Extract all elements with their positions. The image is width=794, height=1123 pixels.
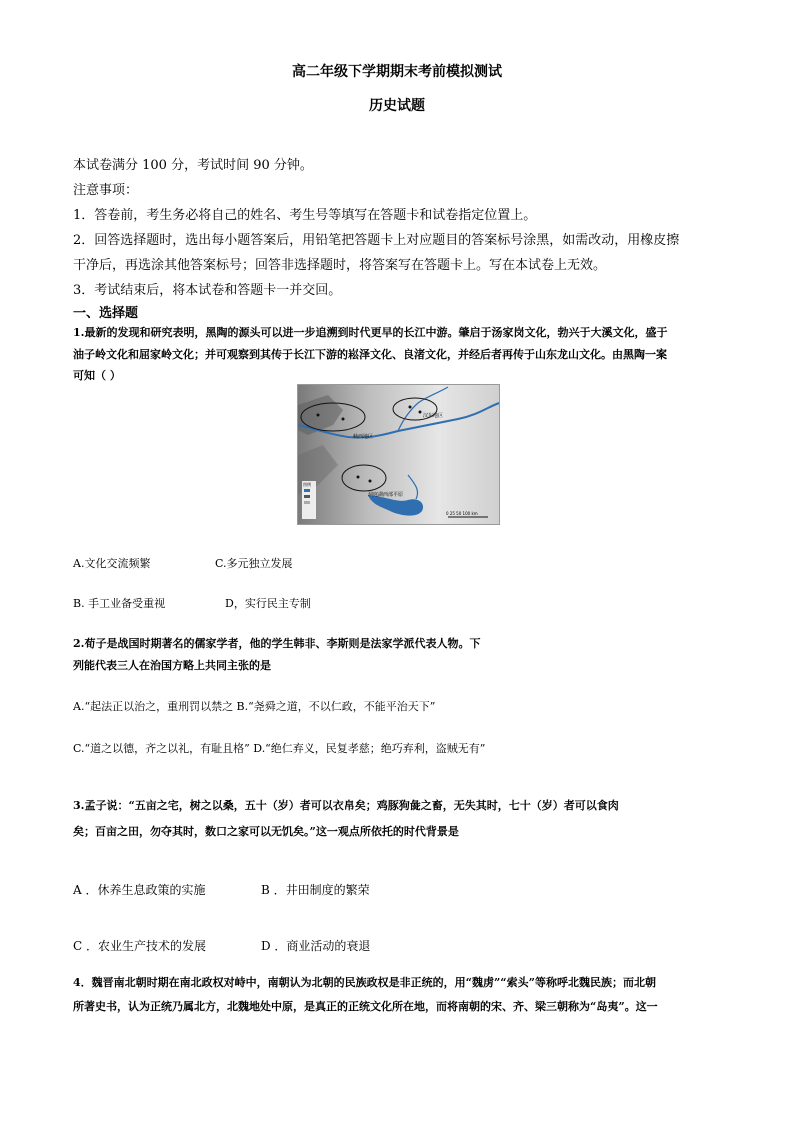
option-c[interactable]: C.多元独立发展	[215, 557, 293, 570]
map-scale-label: 0 25 50 100 km	[446, 511, 478, 516]
site-marker	[317, 414, 320, 417]
question-3-line-1: 3.孟子说：“五亩之宅，树之以桑，五十（岁）者可以衣帛矣；鸡豚狗彘之畜，无失其时，七十（岁）者可以食肉	[73, 799, 619, 812]
question-4-line-1: 4．魏晋南北朝时期在南北政权对峙中，南朝认为北朝的民族政权是非正统的，用“魏虏”“索头”等称呼北魏民族；而北朝	[73, 976, 656, 989]
option-d[interactable]: D，实行民主专制	[225, 597, 311, 610]
legend-swatch-terrain	[304, 495, 310, 498]
question-1-line-2: 油子岭文化和屈家岭文化；并可观察到其传于长江下游的崧泽文化、良渚文化，并经后者再传于山东龙山文化。由黑陶一案	[73, 348, 667, 361]
option-a[interactable]: A.文化交流频繁	[73, 557, 151, 570]
note-2-continued: 干净后，再选涂其他答案标号；回答非选择题时，将答案写在答题卡上。写在本试卷上无效。	[73, 258, 607, 273]
map-label-handong: 汉东地区	[423, 413, 444, 419]
legend-swatch-terrain-low	[304, 501, 310, 504]
legend-swatch-water	[304, 489, 310, 492]
map-label-dongting: 洞庭湖西部平原	[368, 492, 404, 498]
notice-heading: 注意事项：	[73, 183, 139, 198]
site-marker	[342, 418, 345, 421]
question-1-line-3: 可知（ ）	[73, 369, 121, 382]
site-marker	[369, 480, 372, 483]
map-graphic	[298, 385, 499, 524]
question-2-options-ab[interactable]: A.“起法正以治之，重刑罚以禁之 B.“尧舜之道，不以仁政，不能平治天下”	[73, 700, 436, 713]
site-marker	[419, 411, 422, 414]
option-c[interactable]: C ．农业生产技术的发展	[73, 939, 206, 953]
question-1-map	[297, 384, 500, 525]
exam-title: 高二年级下学期期末考前模拟测试	[292, 64, 502, 80]
note-3: 3．考试结束后，将本试卷和答题卡一并交回。	[73, 283, 342, 298]
question-3-options-row-2	[73, 937, 370, 954]
option-a[interactable]: A ．休养生息政策的实施	[73, 883, 206, 897]
question-3-options-row-1	[73, 881, 370, 898]
question-2-line-2: 列能代表三人在治国方略上共同主张的是	[73, 659, 271, 672]
note-2: 2．回答选择题时，选出每小题答案后，用铅笔把答题卡上对应题目的答案标号涂黑，如需改动，用橡皮擦	[73, 233, 680, 248]
exam-subtitle: 历史试题	[369, 98, 425, 114]
option-b[interactable]: B ．井田制度的繁荣	[261, 883, 370, 897]
score-time-line: 本试卷满分 100 分，考试时间 90 分钟。	[73, 158, 313, 173]
question-1-options-row-1	[73, 555, 293, 571]
section-heading: 一、选择题	[73, 306, 139, 321]
question-2-line-1: 2.荀子是战国时期著名的儒家学者，他的学生韩非、李斯则是法家学派代表人物。下	[73, 637, 481, 650]
site-marker	[409, 406, 412, 409]
option-b[interactable]: B. 手工业备受重视	[73, 597, 166, 610]
option-d[interactable]: D ．商业活动的衰退	[261, 939, 371, 953]
question-4-line-2: 所著史书，认为正统乃属北方，北魏地处中原，是真正的正统文化所在地，而将南朝的宋、齐、梁三朝称为“岛夷”。这一	[73, 1000, 658, 1013]
map-label-xiaxi: 峡西地区	[353, 434, 374, 440]
map-legend-title: 图例	[303, 482, 311, 487]
site-marker	[357, 476, 360, 479]
note-1: 1．答卷前，考生务必将自己的姓名、考生号等填写在答题卡和试卷指定位置上。	[73, 208, 537, 223]
question-3-line-2: 矣；百亩之田，勿夺其时，数口之家可以无饥矣。”这一观点所依托的时代背景是	[73, 825, 459, 838]
question-1-options-row-2	[73, 595, 311, 611]
question-1-line-1: 1.最新的发现和研究表明，黑陶的源头可以进一步追溯到时代更早的长江中游。肇启于汤家岗文化，勃兴于大溪文化，盛于	[73, 326, 668, 339]
question-2-options-cd[interactable]: C.“道之以德，齐之以礼，有耻且格” D.“绝仁弃义，民复孝慈；绝巧弃利，盗贼无有”	[73, 742, 486, 755]
